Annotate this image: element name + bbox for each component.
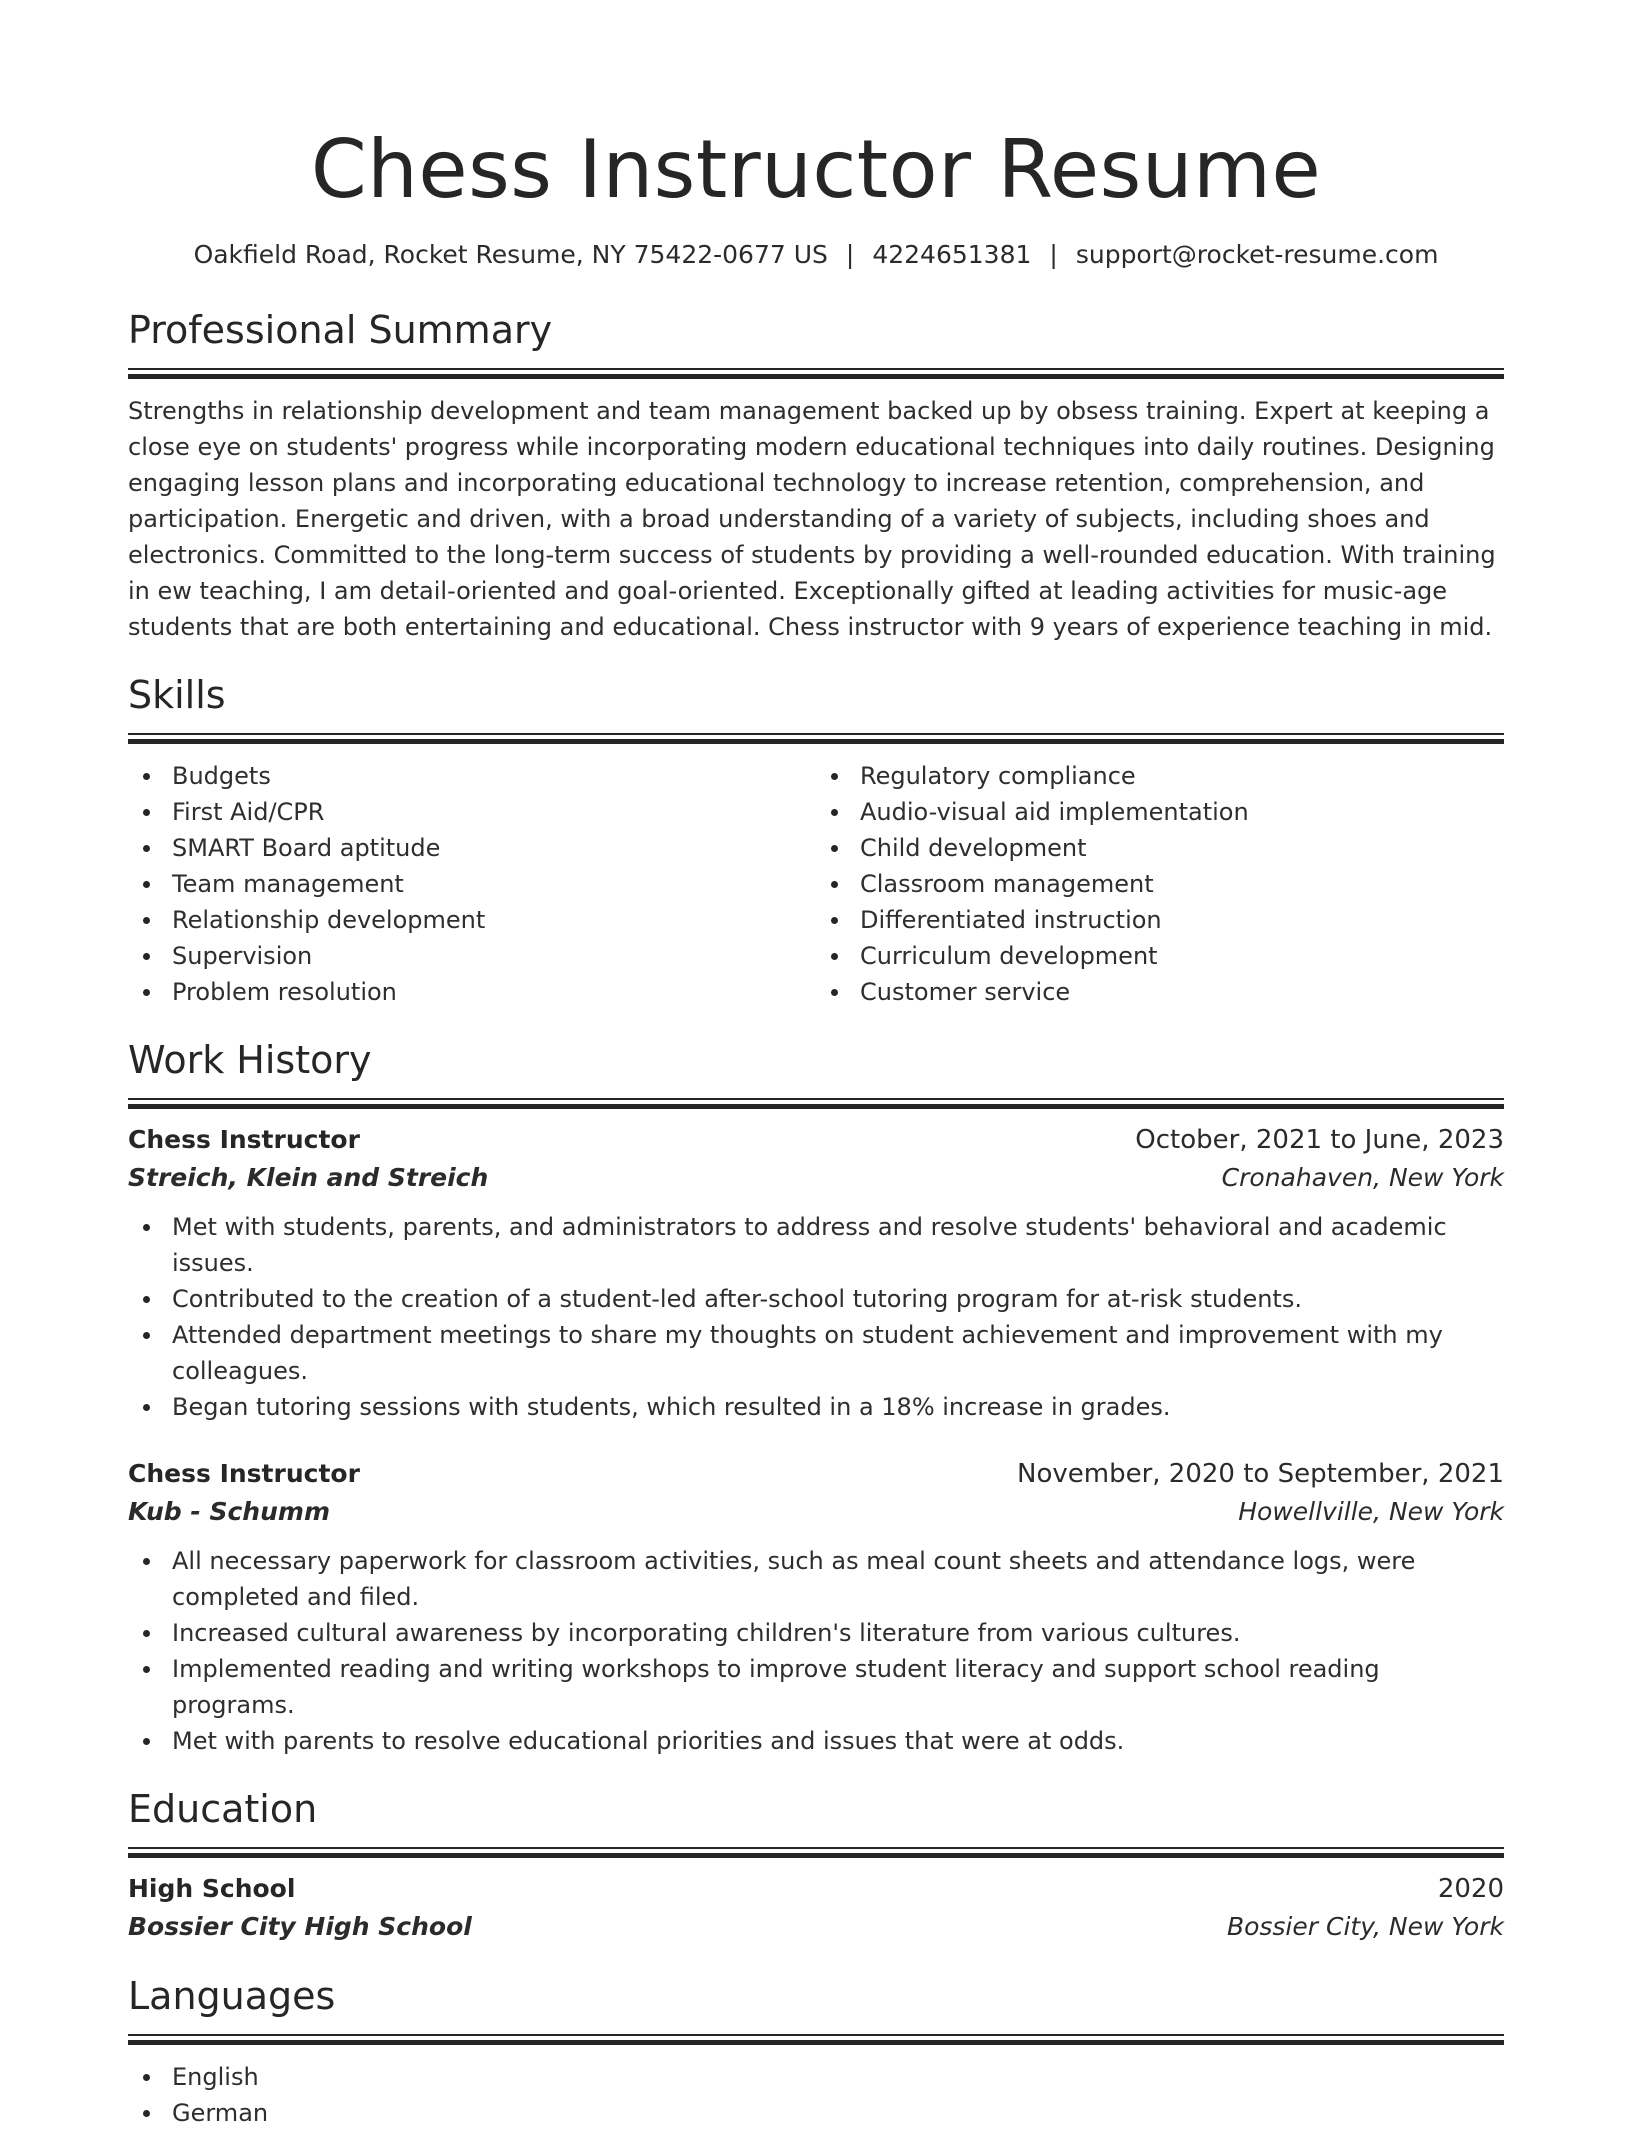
job-bullet: Began tutoring sessions with students, which resulted in a 18% increase in grades. [128,1389,1504,1425]
job-company-row [128,1493,1504,1531]
contact-email: support@rocket-resume.com [1075,240,1439,269]
job-company: Kub - Schumm [128,1497,331,1526]
job-bullet: Met with parents to resolve educational priorities and issues that were at odds. [128,1723,1504,1759]
section-divider [128,1847,1504,1858]
skills-right-list [816,758,1504,1010]
skill-item: Child development [816,830,1504,866]
summary-heading: Professional Summary [128,308,553,352]
skill-item: SMART Board aptitude [128,830,816,866]
skill-item: Team management [128,866,816,902]
contact-line [128,238,1504,272]
skill-item: Classroom management [816,866,1504,902]
summary-section [128,306,1504,645]
education-year: 2020 [1437,1874,1504,1904]
job-bullet: Contributed to the creation of a student-led after-school tutoring program for at-risk students. [128,1281,1504,1317]
job-dates: October, 2021 to June, 2023 [1135,1125,1504,1155]
job-company: Streich, Klein and Streich [128,1163,489,1192]
education-school: Bossier City High School [128,1912,472,1941]
work-history-heading: Work History [128,1038,372,1082]
job-location: Cronahaven, New York [1221,1163,1504,1192]
skill-item: Budgets [128,758,816,794]
languages-heading: Languages [128,1974,336,2018]
job-bullet-list [128,1209,1504,1425]
skill-item: Audio-visual aid implementation [816,794,1504,830]
skill-item: Problem resolution [128,974,816,1010]
job-title: Chess Instructor [128,1459,360,1488]
job-dates: November, 2020 to September, 2021 [1017,1459,1504,1489]
languages-list [128,2059,1504,2131]
education-heading: Education [128,1787,318,1831]
education-degree: High School [128,1874,296,1903]
summary-text: Strengths in relationship development and team management backed up by obsess training. Expert at keeping a close eye on students' progress while incorporating modern educational techniques into daily routines. Designing engaging lesson plans and incorporating educational technology to increase retention, comprehension, and participation. Energetic and driven, with a broad understanding of a variety of subjects, including shoes and electronics. Committed to the long-term success of students by providing a well-rounded education. With training in ew teaching, I am detail-oriented and goal-oriented. Exceptionally gifted at leading activities for music-age students that are both entertaining and educational. Chess instructor with 9 years of experience teaching in mid. [128,397,1496,641]
job-entry [128,1121,1504,1425]
job-bullet-list [128,1543,1504,1759]
section-divider [128,1098,1504,1109]
job-location: Howellville, New York [1238,1497,1504,1526]
job-header-row [128,1121,1504,1159]
section-divider [128,368,1504,379]
job-bullet: Attended department meetings to share my thoughts on student achievement and improvement with my colleagues. [128,1317,1504,1389]
skill-item: Supervision [128,938,816,974]
resume-name: Chess Instructor Resume [310,123,1322,216]
job-title: Chess Instructor [128,1125,360,1154]
job-bullet: Implemented reading and writing workshops to improve student literacy and support school reading programs. [128,1651,1504,1723]
skills-heading: Skills [128,673,226,717]
contact-phone: 4224651381 [872,240,1032,269]
education-school-row [128,1908,1504,1946]
job-header-row [128,1455,1504,1493]
education-section [128,1785,1504,1946]
job-entry [128,1455,1504,1759]
language-item: German [128,2095,1504,2131]
skills-left-list [128,758,816,1010]
skill-item: Differentiated instruction [816,902,1504,938]
job-bullet: Met with students, parents, and administrators to address and resolve students' behavioral and academic issues. [128,1209,1504,1281]
skill-item: Curriculum development [816,938,1504,974]
job-bullet: Increased cultural awareness by incorporating children's literature from various cultures. [128,1615,1504,1651]
work-history-section [128,1036,1504,1759]
job-bullet: All necessary paperwork for classroom activities, such as meal count sheets and attendance logs, were completed and filed. [128,1543,1504,1615]
skills-section [128,671,1504,1010]
skill-item: Customer service [816,974,1504,1010]
job-company-row [128,1159,1504,1197]
education-location: Bossier City, New York [1226,1912,1504,1941]
section-divider [128,733,1504,744]
language-item: English [128,2059,1504,2095]
education-entry [128,1870,1504,1946]
skill-item: First Aid/CPR [128,794,816,830]
section-divider [128,2034,1504,2045]
skill-item: Regulatory compliance [816,758,1504,794]
education-header-row [128,1870,1504,1908]
contact-address: Oakfield Road, Rocket Resume, NY 75422-0677 US [193,240,828,269]
contact-separator: | [845,240,855,269]
contact-separator: | [1049,240,1058,269]
skill-item: Relationship development [128,902,816,938]
languages-section [128,1972,1504,2131]
skills-grid [128,758,1504,1010]
